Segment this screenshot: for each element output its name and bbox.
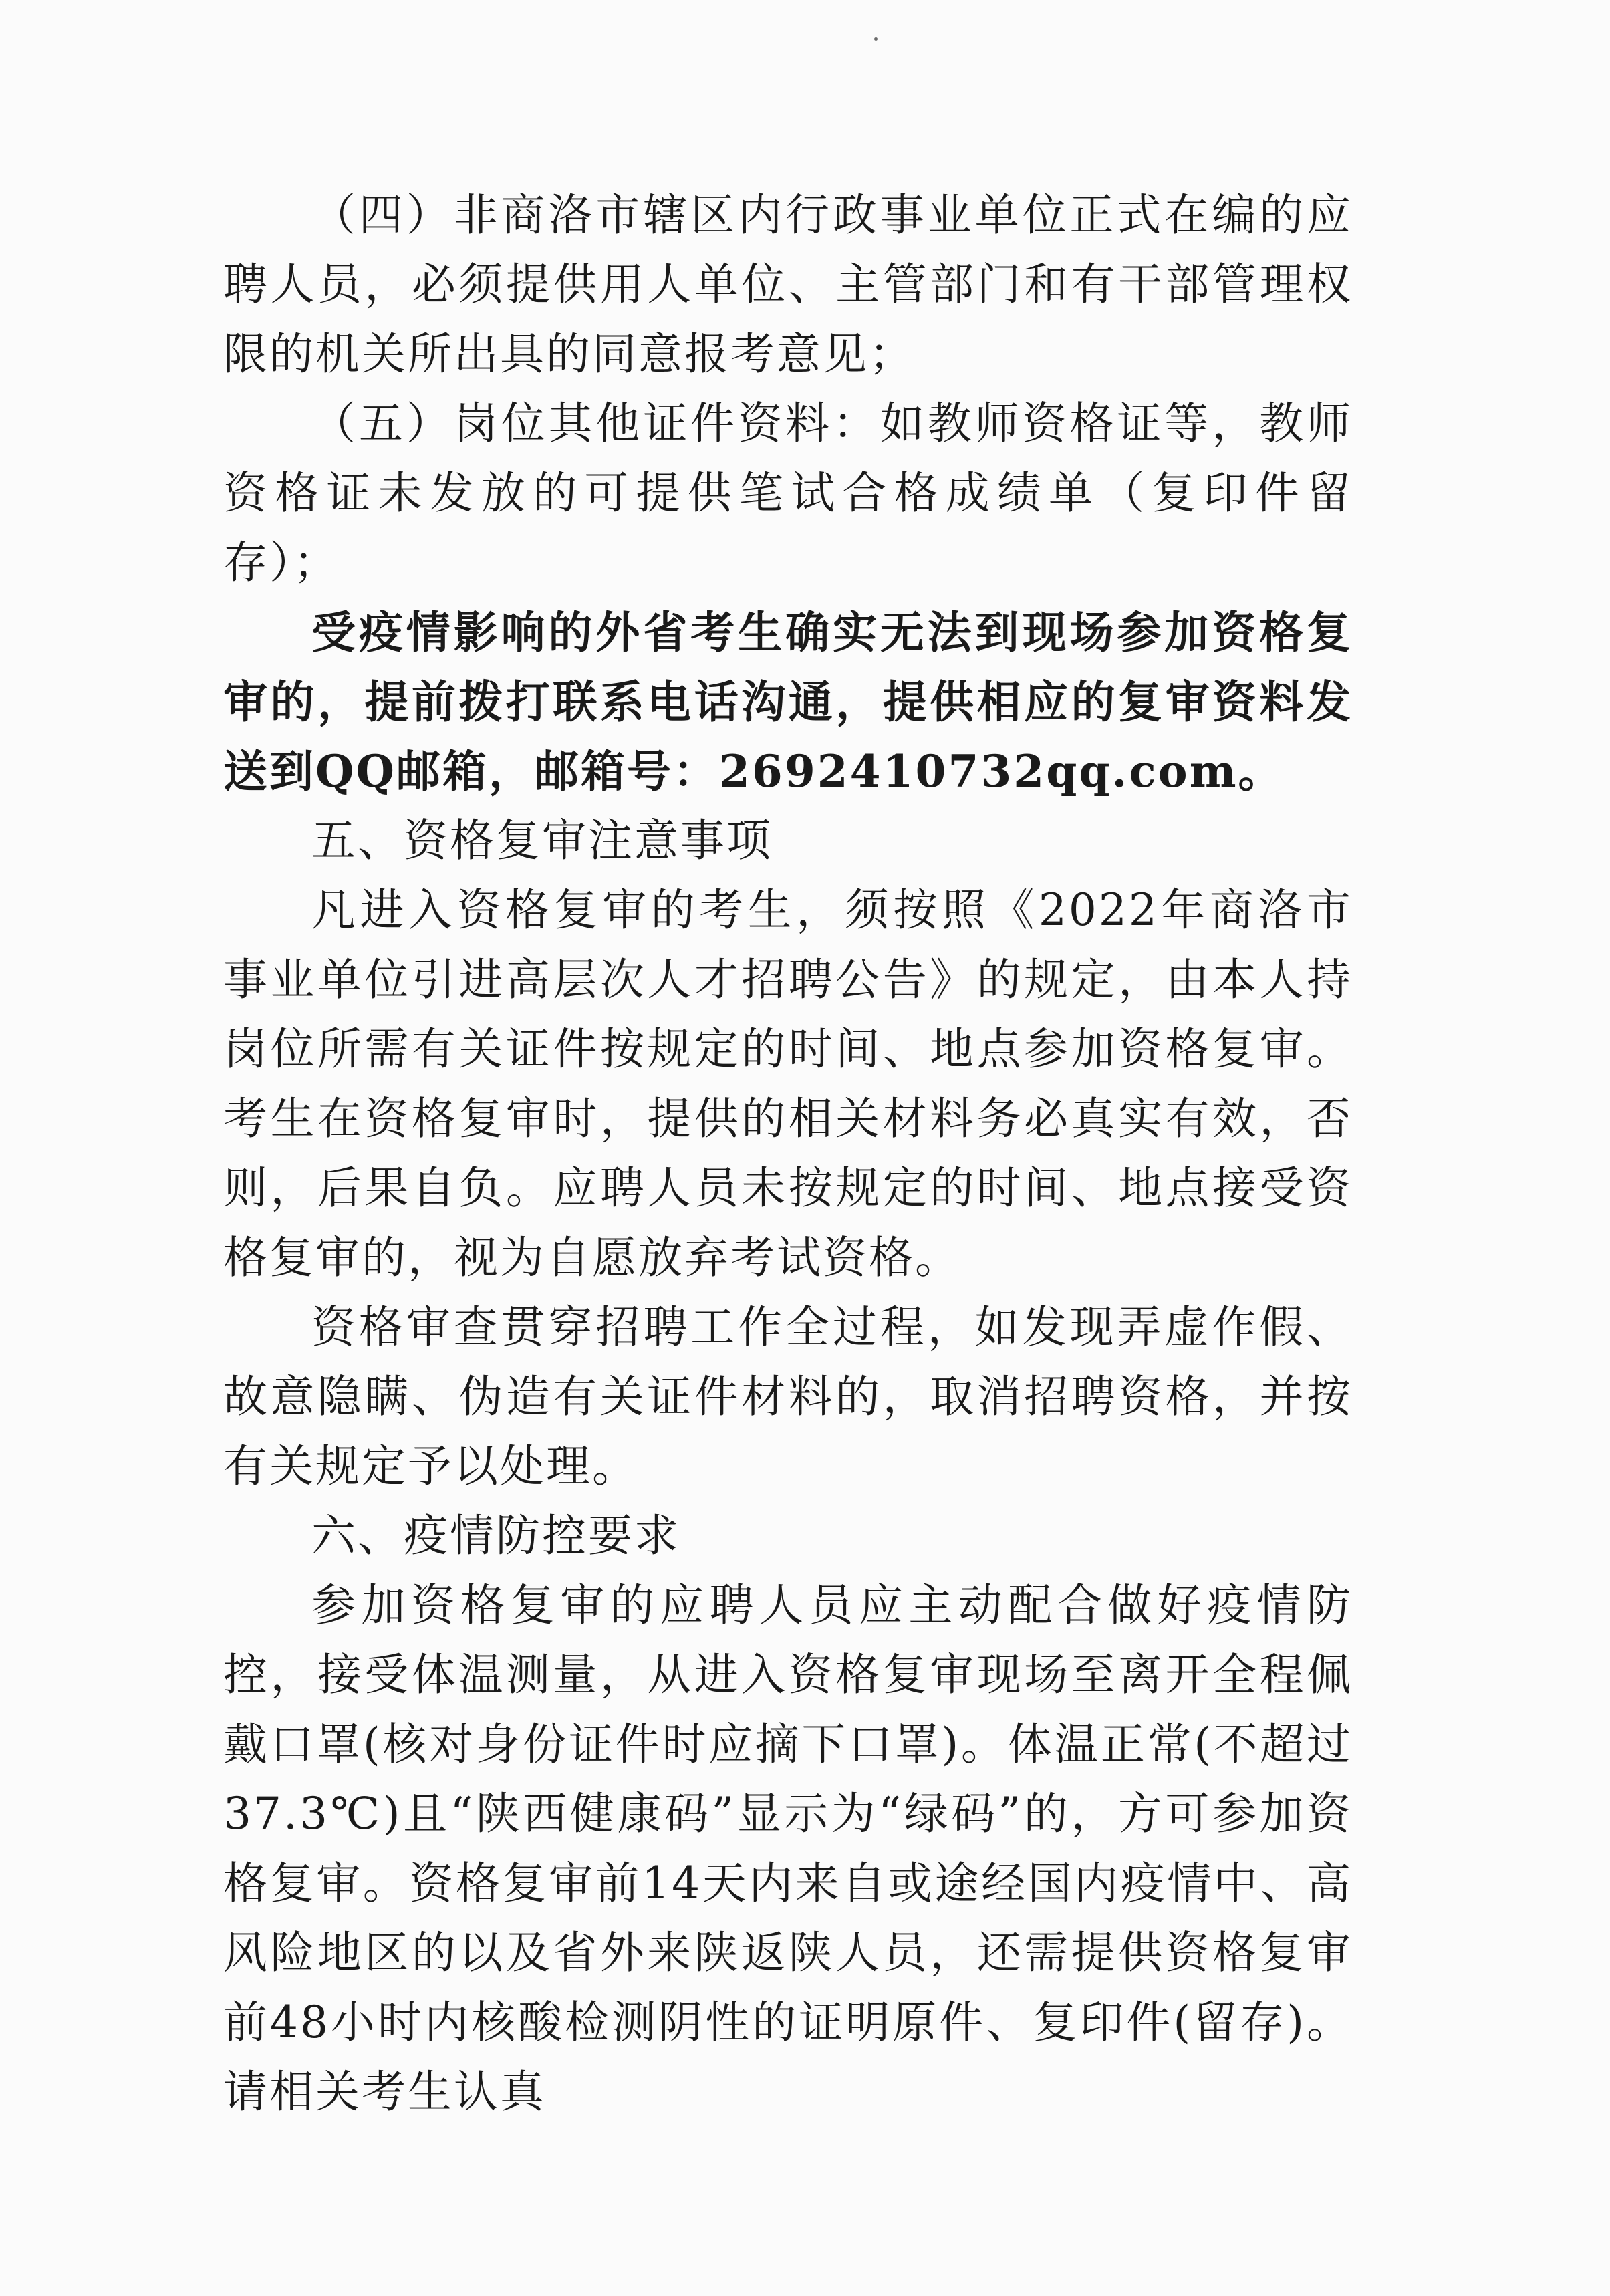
paragraph-review-instructions: 凡进入资格复审的考生，须按照《2022年商洛市事业单位引进高层次人才招聘公告》的规定，由本人持岗位所需有关证件按规定的时间、地点参加资格复审。考生在资格复审时，提供的相关材料务必真实有效，否则，后果自负。应聘人员未按规定的时间、地点接受资格复审的，视为自愿放弃考试资格。 [223,884,1353,1283]
paragraph-remote-review-note: 受疫情影响的外省考生确实无法到现场参加资格复审的，提前拨打联系电话沟通，提供相应的复审资料发送到QQ邮箱，邮箱号：2692410732qq.com。 [223,606,1353,797]
paragraph-qualification-check: 资格审查贯穿招聘工作全过程，如发现弄虚作假、故意隐瞒、伪造有关证件材料的，取消招聘资格，并按有关规定予以处理。 [223,1301,1353,1492]
paragraph-epidemic-control: 参加资格复审的应聘人员应主动配合做好疫情防控，接受体温测量，从进入资格复审现场至离开全程佩戴口罩(核对身份证件时应摘下口罩)。体温正常(不超过37.3℃)且“陕西健康码”显示为“绿码”的，方可参加资格复审。资格复审前14天内来自或途经国内疫情中、高风险地区的以及省外来陕返陕人员，还需提供资格复审前48小时内核酸检测阴性的证明原件、复印件(留存)。请相关考生认真 [223,1579,1353,2118]
paragraph-item-4: （四）非商洛市辖区内行政事业单位正式在编的应聘人员，必须提供用人单位、主管部门和有干部管理权限的机关所出具的同意报考意见； [223,189,1353,380]
section-heading-6: 六、疫情防控要求 [311,1510,680,1561]
scan-speck [874,37,878,41]
section-heading-5: 五、资格复审注意事项 [311,815,773,866]
document-body [223,180,1353,2127]
paragraph-item-5: （五）岗位其他证件资料：如教师资格证等，教师资格证未发放的可提供笔试合格成绩单（复印件留存）； [223,398,1353,588]
